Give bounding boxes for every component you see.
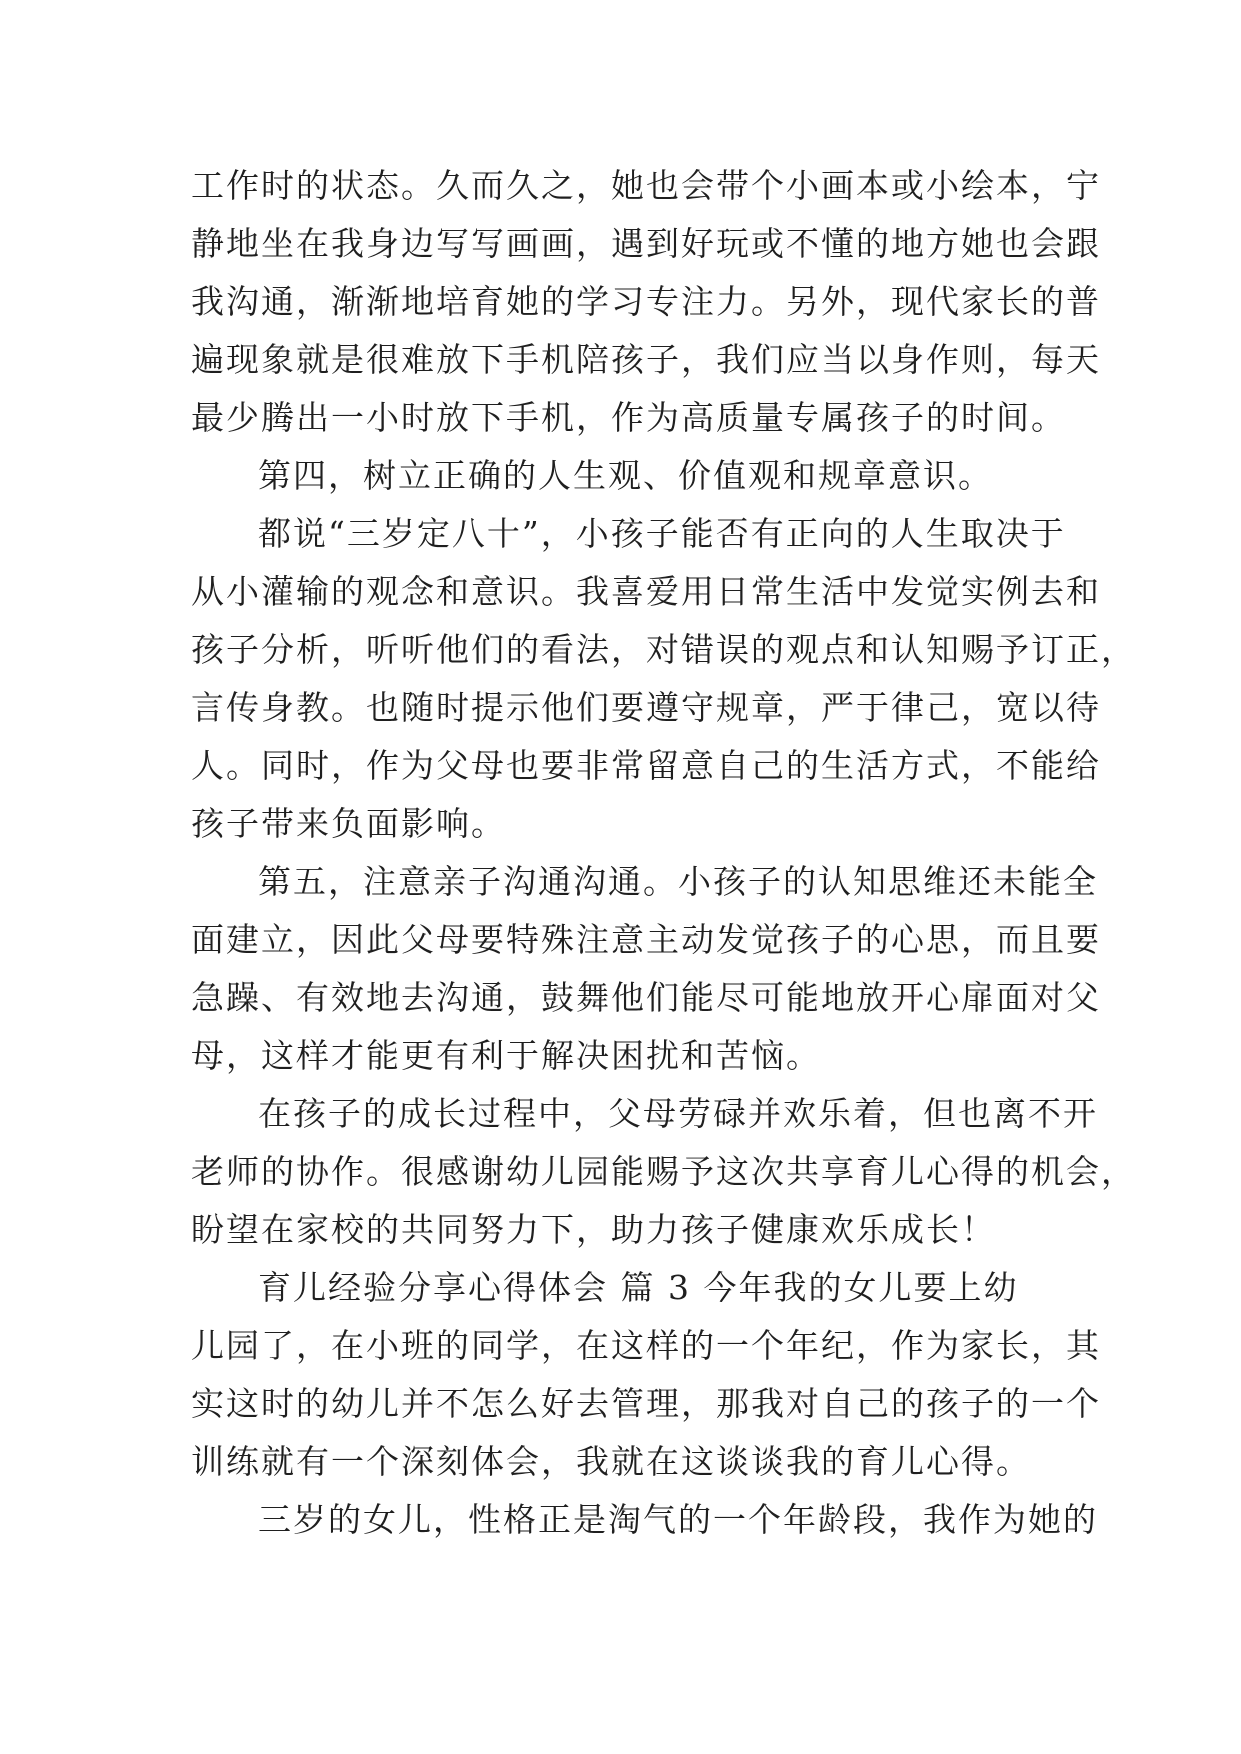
text-line: 我沟通，渐渐地培育她的学习专注力。另外，现代家长的普 xyxy=(191,282,1101,321)
text-line: 老师的协作。很感谢幼儿园能赐予这次共享育儿心得的机会， xyxy=(191,1152,1136,1191)
text-line: 遍现象就是很难放下手机陪孩子，我们应当以身作则，每天 xyxy=(191,340,1101,379)
text-line: 孩子带来负面影响。 xyxy=(191,804,506,843)
paragraph-start-line: 在孩子的成长过程中，父母劳碌并欢乐着，但也离不开 xyxy=(258,1094,1098,1133)
document-body xyxy=(191,157,1136,1549)
paragraph-start-line: 都说“三岁定八十”，小孩子能否有正向的人生取决于 xyxy=(258,514,1066,553)
paragraph-start-line: 第五，注意亲子沟通沟通。小孩子的认知思维还未能全 xyxy=(258,862,1098,901)
section-heading: 第四，树立正确的人生观、价值观和规章意识。 xyxy=(258,456,993,495)
text-line: 面建立，因此父母要特殊注意主动发觉孩子的心思，而且要 xyxy=(191,920,1101,959)
text-line: 孩子分析，听听他们的看法，对错误的观点和认知赐予订正， xyxy=(191,630,1136,669)
text-line: 言传身教。也随时提示他们要遵守规章，严于律己，宽以待 xyxy=(191,688,1101,727)
paragraph-start-line: 三岁的女儿，性格正是淘气的一个年龄段，我作为她的 xyxy=(258,1500,1098,1539)
text-line: 最少腾出一小时放下手机，作为高质量专属孩子的时间。 xyxy=(191,398,1066,437)
section-title-line: 育儿经验分享心得体会 篇 3 今年我的女儿要上幼 xyxy=(258,1268,1019,1307)
text-line: 儿园了，在小班的同学，在这样的一个年纪，作为家长，其 xyxy=(191,1326,1101,1365)
text-line: 母，这样才能更有利于解决困扰和苦恼。 xyxy=(191,1036,821,1075)
text-line: 人。同时，作为父母也要非常留意自己的生活方式，不能给 xyxy=(191,746,1101,785)
text-line: 训练就有一个深刻体会，我就在这谈谈我的育儿心得。 xyxy=(191,1442,1031,1481)
text-line: 工作时的状态。久而久之，她也会带个小画本或小绘本，宁 xyxy=(191,166,1101,205)
text-line: 静地坐在我身边写写画画，遇到好玩或不懂的地方她也会跟 xyxy=(191,224,1101,263)
text-line: 从小灌输的观念和意识。我喜爱用日常生活中发觉实例去和 xyxy=(191,572,1101,611)
text-line: 盼望在家校的共同努力下，助力孩子健康欢乐成长！ xyxy=(191,1210,996,1249)
text-line: 实这时的幼儿并不怎么好去管理，那我对自己的孩子的一个 xyxy=(191,1384,1101,1423)
text-line: 急躁、有效地去沟通，鼓舞他们能尽可能地放开心扉面对父 xyxy=(191,978,1101,1017)
